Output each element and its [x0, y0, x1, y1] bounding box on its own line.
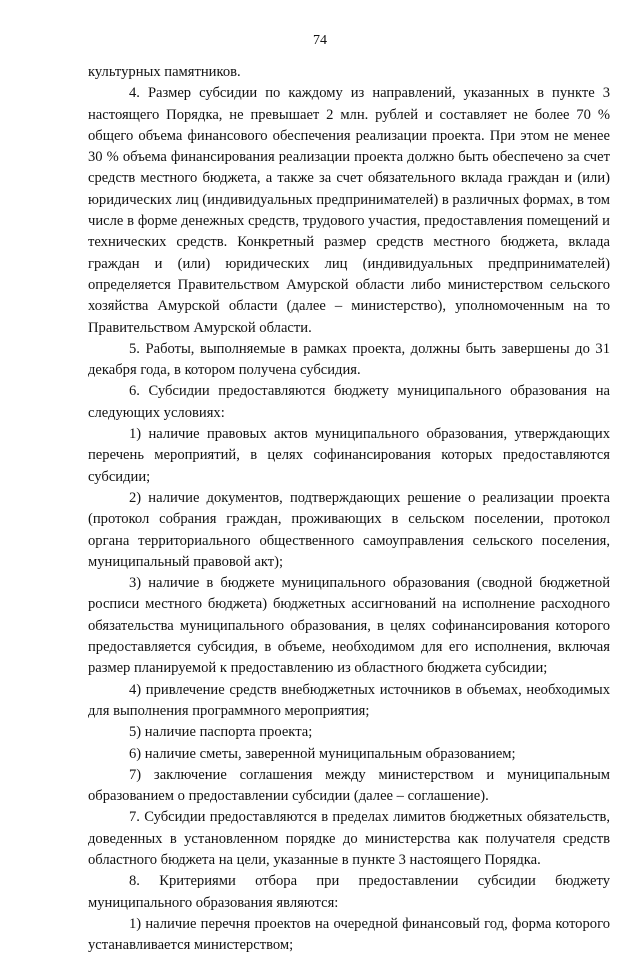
- paragraph: 3) наличие в бюджете муниципального образования (сводной бюджетной росписи местного бюджета) бюджетных ассигнований на исполнение расходного обязательства муниципального образования, в целях софинансирования которого предоставляется субсидия, в объеме, необходимом для его исполнения, включая размер планируемой к предоставлению из областного бюджета субсидии;: [88, 575, 610, 677]
- paragraph: 5. Работы, выполняемые в рамках проекта, должны быть завершены до 31 декабря года, в котором получена субсидия.: [88, 340, 610, 379]
- paragraph: 1) наличие перечня проектов на очередной финансовый год, форма которого устанавливается министерством;: [88, 915, 610, 954]
- paragraph: культурных памятников.: [88, 64, 241, 80]
- paragraph: 1) наличие правовых актов муниципального образования, утверждающих перечень мероприятий, в целях софинансирования которых предоставляются субсидии;: [88, 426, 610, 485]
- paragraph: 2) наличие документов, подтверждающих решение о реализации проекта (протокол собрания граждан, проживающих в сельском поселении, протокол органа территориального общественного самоуправления сельского поселения, муниципальный правовой акт);: [88, 489, 610, 570]
- paragraph: 7) заключение соглашения между министерством и муниципальным образованием о предоставлении субсидии (далее – соглашение).: [88, 766, 610, 805]
- paragraph: 4) привлечение средств внебюджетных источников в объемах, необходимых для выполнения программного мероприятия;: [88, 681, 610, 719]
- paragraph: 6. Субсидии предоставляются бюджету муниципального образования на следующих условиях:: [88, 383, 610, 421]
- paragraph: 5) наличие паспорта проекта;: [129, 724, 313, 741]
- paragraph: 8. Критериями отбора при предоставлении субсидии бюджету муниципального образования являются:: [88, 873, 610, 911]
- document-body: [88, 62, 610, 956]
- page-number: 74: [313, 33, 327, 48]
- paragraph: 7. Субсидии предоставляются в пределах лимитов бюджетных обязательств, доведенных в установленном порядке до министерства как получателя средств областного бюджета на цели, указанные в пункте 3 настоящего Порядка.: [88, 809, 610, 868]
- paragraph: 4. Размер субсидии по каждому из направлений, указанных в пункте 3 настоящего Порядка, не превышает 2 млн. рублей и составляет не более 70 % общего объема финансового обеспечения реализации проекта. При этом не менее 30 % объема финансирования реализации проекта должно быть обеспечено за счет средств местного бюджета, а также за счет обязательного вклада граждан и (или) юридических лиц (индивидуальных предпринимателей) в различных формах, в том числе в форме денежных средств, трудового участия, предоставления помещений и технических средств. Конкретный размер средств местного бюджета, вклада граждан и (или) юридических лиц (индивидуальных предпринимателей) определяется Правительством Амурской области либо министерством сельского хозяйства Амурской области (далее – министерство), уполномоченным на то Правительством Амурской области.: [88, 85, 610, 336]
- paragraph: 6) наличие сметы, заверенной муниципальным образованием;: [129, 745, 516, 762]
